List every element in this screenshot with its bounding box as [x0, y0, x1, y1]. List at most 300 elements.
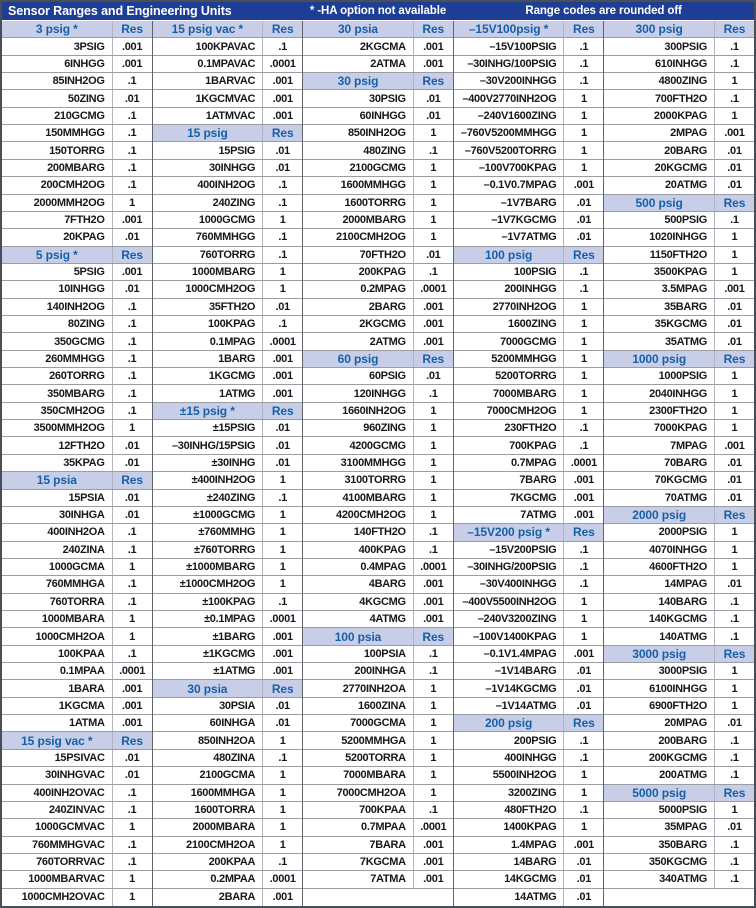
res-value-cell: .01	[727, 578, 742, 591]
res-value-cell: .1	[428, 543, 438, 556]
range-code-cell: 2000MBARG	[303, 212, 414, 228]
range-code-cell: 35FTH2O	[153, 299, 264, 315]
table-row	[303, 420, 453, 437]
res-header-label: Res	[422, 351, 445, 366]
table-row	[604, 403, 754, 420]
range-code-cell: 3500KPAG	[604, 264, 715, 280]
table-row	[454, 680, 604, 697]
range-code-cell: 3100TORRG	[303, 472, 414, 488]
res-header-label: Res	[271, 403, 294, 418]
section-header-row	[303, 628, 453, 645]
table-row	[303, 472, 453, 489]
table-row	[454, 195, 604, 212]
res-value-cell: .001	[423, 318, 444, 331]
range-code-cell: 4200CMH2OG	[303, 507, 414, 523]
range-code-cell: 340ATMG	[604, 871, 715, 887]
table-row	[153, 663, 303, 680]
res-value-cell: .001	[272, 891, 293, 904]
res-value-cell: .01	[576, 231, 592, 244]
table-row	[454, 420, 604, 437]
range-code-cell: 20BARG	[604, 142, 715, 158]
range-code-cell: 2100CMH2OG	[303, 229, 414, 245]
res-value-cell: 1	[731, 804, 738, 817]
res-value-cell: .1	[127, 335, 137, 348]
range-code-cell: –30V400INHGG	[454, 576, 565, 592]
range-code-cell: 760TORRVAC	[2, 854, 113, 870]
res-value-cell: .001	[423, 300, 444, 313]
res-value-cell: .1	[278, 856, 287, 869]
res-value-cell: 1	[430, 682, 437, 695]
range-code-cell: 5200MMHGG	[454, 351, 565, 367]
table-row	[2, 594, 152, 611]
table-row	[303, 177, 453, 194]
table-row	[303, 108, 453, 125]
range-code-cell: 2770INH2OG	[454, 299, 565, 315]
table-row	[454, 38, 604, 55]
res-value-cell: .1	[730, 613, 739, 626]
range-code-cell: 4070INHGG	[604, 542, 715, 558]
table-row	[153, 142, 303, 159]
table-row	[2, 195, 152, 212]
group-header-row	[303, 21, 453, 38]
res-value-cell: .1	[127, 179, 137, 192]
range-code-cell: 4600FTH2O	[604, 559, 715, 575]
res-value-cell: 1	[430, 161, 437, 174]
res-value-cell: 1	[430, 214, 437, 227]
res-value-cell: .001	[423, 595, 444, 608]
res-value-cell: .1	[579, 40, 589, 53]
table-row	[2, 611, 152, 628]
range-code-cell: 14KGCMG	[454, 871, 565, 887]
res-value-cell: .1	[127, 543, 137, 556]
range-code-cell: 20ATMG	[604, 177, 715, 193]
range-code-cell: 200KGCMG	[604, 750, 715, 766]
table-row	[153, 281, 303, 298]
range-code-cell: 1KGCMG	[153, 368, 264, 384]
section-header-label: 5 psig *	[2, 247, 113, 263]
res-value-cell: 1	[580, 595, 587, 608]
res-value-cell: .0001	[269, 335, 296, 348]
table-row	[454, 56, 604, 73]
res-value-cell: 1	[279, 821, 286, 834]
table-row	[604, 611, 754, 628]
res-value-cell: .1	[278, 231, 287, 244]
res-value-cell: 1	[580, 92, 587, 105]
range-code-cell: 7000CMH2OA	[303, 785, 414, 801]
table-row	[604, 177, 754, 194]
range-code-cell: 2000PSIG	[604, 524, 715, 540]
range-code-cell: 7ATMG	[454, 507, 565, 523]
range-code-cell: 100KPAG	[153, 316, 264, 332]
range-code-cell: 0.1MPAA	[2, 663, 113, 679]
res-value-cell: 1	[580, 404, 587, 417]
range-code-cell: 140FTH2O	[303, 524, 414, 540]
range-code-cell: ±15PSIG	[153, 420, 264, 436]
res-value-cell: 1	[129, 422, 135, 435]
res-value-cell: .0001	[119, 665, 146, 678]
table-row	[604, 455, 754, 472]
range-code-cell: 140KGCMG	[604, 611, 715, 627]
table-row	[153, 819, 303, 836]
section-header-label: 30 psig	[303, 73, 414, 89]
range-code-cell: 2BARA	[153, 889, 264, 906]
res-value-cell: 1	[279, 509, 286, 522]
table-row	[454, 316, 604, 333]
table-row	[454, 837, 604, 854]
table-row	[454, 611, 604, 628]
res-value-cell: .01	[727, 717, 742, 730]
section-header-label: 2000 psig	[604, 507, 715, 523]
table-row	[2, 628, 152, 645]
range-code-cell: 1150FTH2O	[604, 247, 715, 263]
group-header-label: –15V100psig *	[454, 21, 565, 37]
table-row	[454, 594, 604, 611]
res-value-cell: .001	[272, 370, 293, 383]
section-header-label: 500 psig	[604, 195, 715, 211]
table-row	[604, 490, 754, 507]
range-code-cell: 4ATMG	[303, 611, 414, 627]
res-value-cell: 1	[580, 144, 587, 157]
table-row	[303, 785, 453, 802]
res-value-cell: .01	[275, 422, 290, 435]
range-code-cell: ±760TORRG	[153, 542, 264, 558]
res-value-cell: .01	[576, 682, 592, 695]
section-header-label: 15 psig vac *	[2, 732, 113, 748]
table-row	[153, 715, 303, 732]
title-bar	[2, 2, 754, 21]
range-code-cell: 700KPAG	[454, 437, 565, 453]
section-header-row	[454, 247, 604, 264]
res-value-cell: .001	[423, 613, 444, 626]
res-value-cell: .01	[576, 214, 592, 227]
table-row	[153, 594, 303, 611]
range-code-cell: –0.1V0.7MPAG	[454, 177, 565, 193]
table-row	[454, 663, 604, 680]
table-row	[454, 507, 604, 524]
range-code-cell: 150MMHGG	[2, 125, 113, 141]
range-code-cell: 3.5MPAG	[604, 281, 715, 297]
range-code-cell: 4800ZING	[604, 73, 715, 89]
res-value-cell: 1	[279, 543, 286, 556]
res-value-cell: .1	[579, 561, 589, 574]
table-row	[153, 212, 303, 229]
empty-row	[303, 889, 453, 906]
table-row	[604, 698, 754, 715]
table-row	[153, 247, 303, 264]
res-value-cell: 1	[580, 300, 587, 313]
res-value-cell: 1	[731, 422, 738, 435]
range-code-cell: –30V200INHGG	[454, 73, 565, 89]
table-row	[303, 559, 453, 576]
res-value-cell: .001	[423, 57, 444, 70]
res-value-cell: 1	[279, 266, 286, 279]
res-value-cell: .0001	[570, 456, 597, 469]
table-row	[2, 73, 152, 90]
section-header-row	[2, 247, 152, 264]
section-header-row	[303, 351, 453, 368]
res-value-cell: .1	[730, 595, 739, 608]
res-value-cell: 1	[731, 543, 738, 556]
table-row	[604, 542, 754, 559]
res-value-cell: .01	[124, 439, 140, 452]
res-value-cell: .1	[730, 769, 739, 782]
res-value-cell: 1	[430, 422, 437, 435]
res-value-cell: .0001	[420, 821, 447, 834]
res-value-cell: 1	[731, 561, 738, 574]
range-code-cell: 1600TORRG	[303, 195, 414, 211]
table-row	[454, 559, 604, 576]
res-value-cell: .01	[124, 283, 140, 296]
res-value-cell: 1	[430, 127, 437, 140]
range-code-cell: 200CMH2OG	[2, 177, 113, 193]
res-value-cell: .1	[127, 161, 137, 174]
range-code-cell: 850INH2OG	[303, 125, 414, 141]
table-row	[454, 333, 604, 350]
table-row	[2, 56, 152, 73]
range-code-cell: 7000GCMA	[303, 715, 414, 731]
range-code-cell: 2000KPAG	[604, 108, 715, 124]
range-code-cell: 1000GCMVAC	[2, 819, 113, 835]
res-value-cell: .1	[730, 873, 739, 886]
range-code-cell: 7BARG	[454, 472, 565, 488]
res-value-cell: .01	[727, 456, 742, 469]
res-value-cell: .1	[730, 838, 739, 851]
range-code-cell: 1020INHGG	[604, 229, 715, 245]
res-value-cell: .001	[121, 57, 143, 70]
range-code-cell: 210GCMG	[2, 108, 113, 124]
range-code-cell: ±1ATMG	[153, 663, 264, 679]
section-header-row	[454, 715, 604, 732]
range-code-cell: 700FTH2O	[604, 90, 715, 106]
table-row	[153, 611, 303, 628]
res-header-label: Res	[573, 247, 595, 262]
range-code-cell: –1V7ATMG	[454, 229, 565, 245]
res-value-cell: .01	[275, 161, 290, 174]
range-code-cell: 260TORRG	[2, 368, 113, 384]
res-value-cell: 1	[430, 734, 437, 747]
range-code-cell: 350BARG	[604, 837, 715, 853]
range-code-cell: 5200TORRA	[303, 750, 414, 766]
table-row	[454, 854, 604, 871]
res-value-cell: 1	[279, 526, 286, 539]
res-value-cell: 1	[580, 352, 587, 365]
res-value-cell: .01	[426, 248, 441, 261]
range-code-cell: 0.4MPAG	[303, 559, 414, 575]
range-code-cell: 200KPAG	[303, 264, 414, 280]
res-value-cell: .1	[428, 665, 438, 678]
table-row	[2, 750, 152, 767]
table-row	[153, 73, 303, 90]
res-value-cell: .1	[127, 786, 137, 799]
table-row	[303, 611, 453, 628]
res-value-cell: .1	[278, 248, 287, 261]
table-row	[2, 125, 152, 142]
range-code-cell: 760MMHGA	[2, 576, 113, 592]
section-header-label: 100 psig	[454, 247, 565, 263]
table-row	[604, 73, 754, 90]
range-code-cell: 100KPAA	[2, 646, 113, 662]
table-row	[454, 177, 604, 194]
table-row	[454, 264, 604, 281]
group-header-label: 15 psig vac *	[153, 21, 264, 37]
range-code-cell: 200INHGG	[454, 281, 565, 297]
res-value-cell: .1	[127, 300, 137, 313]
res-value-cell: .01	[124, 456, 140, 469]
range-code-cell: 35ATMG	[604, 333, 715, 349]
range-code-cell: 230FTH2O	[454, 420, 565, 436]
table-row	[153, 871, 303, 888]
table-row	[2, 160, 152, 177]
res-value-cell: .001	[423, 856, 444, 869]
res-value-cell: 1	[279, 734, 286, 747]
section-header-label: 15 psig	[153, 125, 264, 141]
res-value-cell: .1	[730, 630, 739, 643]
range-code-cell: 350GCMG	[2, 333, 113, 349]
table-row	[604, 385, 754, 402]
table-row	[303, 646, 453, 663]
range-code-cell: ±1000MBARG	[153, 559, 264, 575]
table-row	[2, 108, 152, 125]
section-header-row	[2, 732, 152, 749]
res-value-cell: .1	[579, 75, 589, 88]
res-value-cell: 1	[580, 613, 587, 626]
res-value-cell: 1	[279, 214, 286, 227]
res-header-label: Res	[271, 681, 294, 696]
res-header-label: Res	[573, 22, 595, 37]
res-value-cell: .001	[272, 352, 293, 365]
res-value-cell: 1	[731, 682, 738, 695]
res-value-cell: 1	[580, 161, 587, 174]
table-row	[153, 889, 303, 906]
range-code-cell: 2040INHGG	[604, 385, 715, 401]
table-row	[153, 628, 303, 645]
table-row	[604, 212, 754, 229]
res-value-cell: .001	[573, 509, 594, 522]
range-code-cell: 120INHGG	[303, 385, 414, 401]
table-row	[153, 368, 303, 385]
table-row	[153, 542, 303, 559]
range-code-cell: 150TORRG	[2, 142, 113, 158]
res-value-cell: .01	[576, 665, 592, 678]
table-row	[153, 333, 303, 350]
res-value-cell: .001	[423, 335, 444, 348]
range-code-cell: 350KGCMG	[604, 854, 715, 870]
range-code-cell: 3PSIG	[2, 38, 113, 54]
res-value-cell: 1	[279, 561, 286, 574]
table-row	[153, 437, 303, 454]
range-code-cell: 4KGCMG	[303, 594, 414, 610]
range-code-cell: 5PSIG	[2, 264, 113, 280]
table-row	[303, 594, 453, 611]
table-row	[303, 767, 453, 784]
table-row	[153, 351, 303, 368]
table-row	[2, 767, 152, 784]
table-row	[303, 819, 453, 836]
res-value-cell: .01	[426, 92, 441, 105]
range-code-cell: 80ZING	[2, 316, 113, 332]
res-value-cell: 1	[430, 404, 437, 417]
range-code-cell: 1600ZING	[454, 316, 565, 332]
range-code-cell: 1KGCMA	[2, 698, 113, 714]
table-row	[454, 403, 604, 420]
range-code-cell: –760V5200MMHGG	[454, 125, 565, 141]
range-code-cell: 2100CMH2OA	[153, 837, 264, 853]
table-row	[2, 38, 152, 55]
table-row	[604, 333, 754, 350]
table-row	[454, 108, 604, 125]
res-value-cell: .01	[124, 769, 140, 782]
section-header-row	[604, 351, 754, 368]
res-value-cell: .1	[730, 751, 739, 764]
table-row	[153, 264, 303, 281]
table-row	[303, 160, 453, 177]
table-row	[604, 264, 754, 281]
table-row	[604, 56, 754, 73]
res-value-cell: .01	[426, 109, 441, 122]
table-row	[454, 767, 604, 784]
table-row	[303, 663, 453, 680]
table-row	[303, 455, 453, 472]
section-header-label: 5000 psig	[604, 785, 715, 801]
res-value-cell: .0001	[269, 873, 296, 886]
table-row	[454, 385, 604, 402]
table-row	[2, 142, 152, 159]
res-value-cell: .1	[127, 370, 137, 383]
res-value-cell: .1	[127, 387, 137, 400]
table-row	[604, 229, 754, 246]
range-code-cell: 15PSIG	[153, 142, 264, 158]
section-header-label: 30 psia	[153, 680, 264, 696]
table-row	[153, 56, 303, 73]
table-row	[2, 368, 152, 385]
table-row	[604, 871, 754, 888]
table-columns	[2, 21, 754, 906]
table-row	[153, 559, 303, 576]
table-row	[303, 212, 453, 229]
res-value-cell: .001	[121, 214, 143, 227]
table-row	[153, 750, 303, 767]
table-row	[153, 837, 303, 854]
table-row	[153, 732, 303, 749]
res-value-cell: .01	[727, 144, 742, 157]
res-value-cell: 1	[580, 109, 587, 122]
section-header-row	[2, 472, 152, 489]
table-row	[2, 802, 152, 819]
res-value-cell: .1	[730, 734, 739, 747]
table-row	[153, 698, 303, 715]
range-code-cell: 1000CMH2OG	[153, 281, 264, 297]
table-row	[303, 281, 453, 298]
res-value-cell: .1	[127, 352, 137, 365]
table-row	[604, 299, 754, 316]
range-code-cell: 3100MMHGG	[303, 455, 414, 471]
range-code-cell: 2BARG	[303, 299, 414, 315]
res-header-label: Res	[422, 22, 445, 37]
res-value-cell: 1	[279, 786, 286, 799]
res-value-cell: .1	[127, 838, 137, 851]
table-row	[303, 732, 453, 749]
range-code-cell: 1ATMVAC	[153, 108, 264, 124]
range-code-cell: 4100MBARG	[303, 490, 414, 506]
res-value-cell: .01	[275, 439, 290, 452]
res-value-cell: 1	[279, 769, 286, 782]
range-code-cell: 7000KPAG	[604, 420, 715, 436]
table-row	[454, 819, 604, 836]
range-codes-note: Range codes are rounded off	[525, 5, 682, 17]
res-value-cell: .1	[579, 751, 589, 764]
range-code-cell: 200PSIG	[454, 732, 565, 748]
range-code-cell: 7ATMA	[303, 871, 414, 887]
